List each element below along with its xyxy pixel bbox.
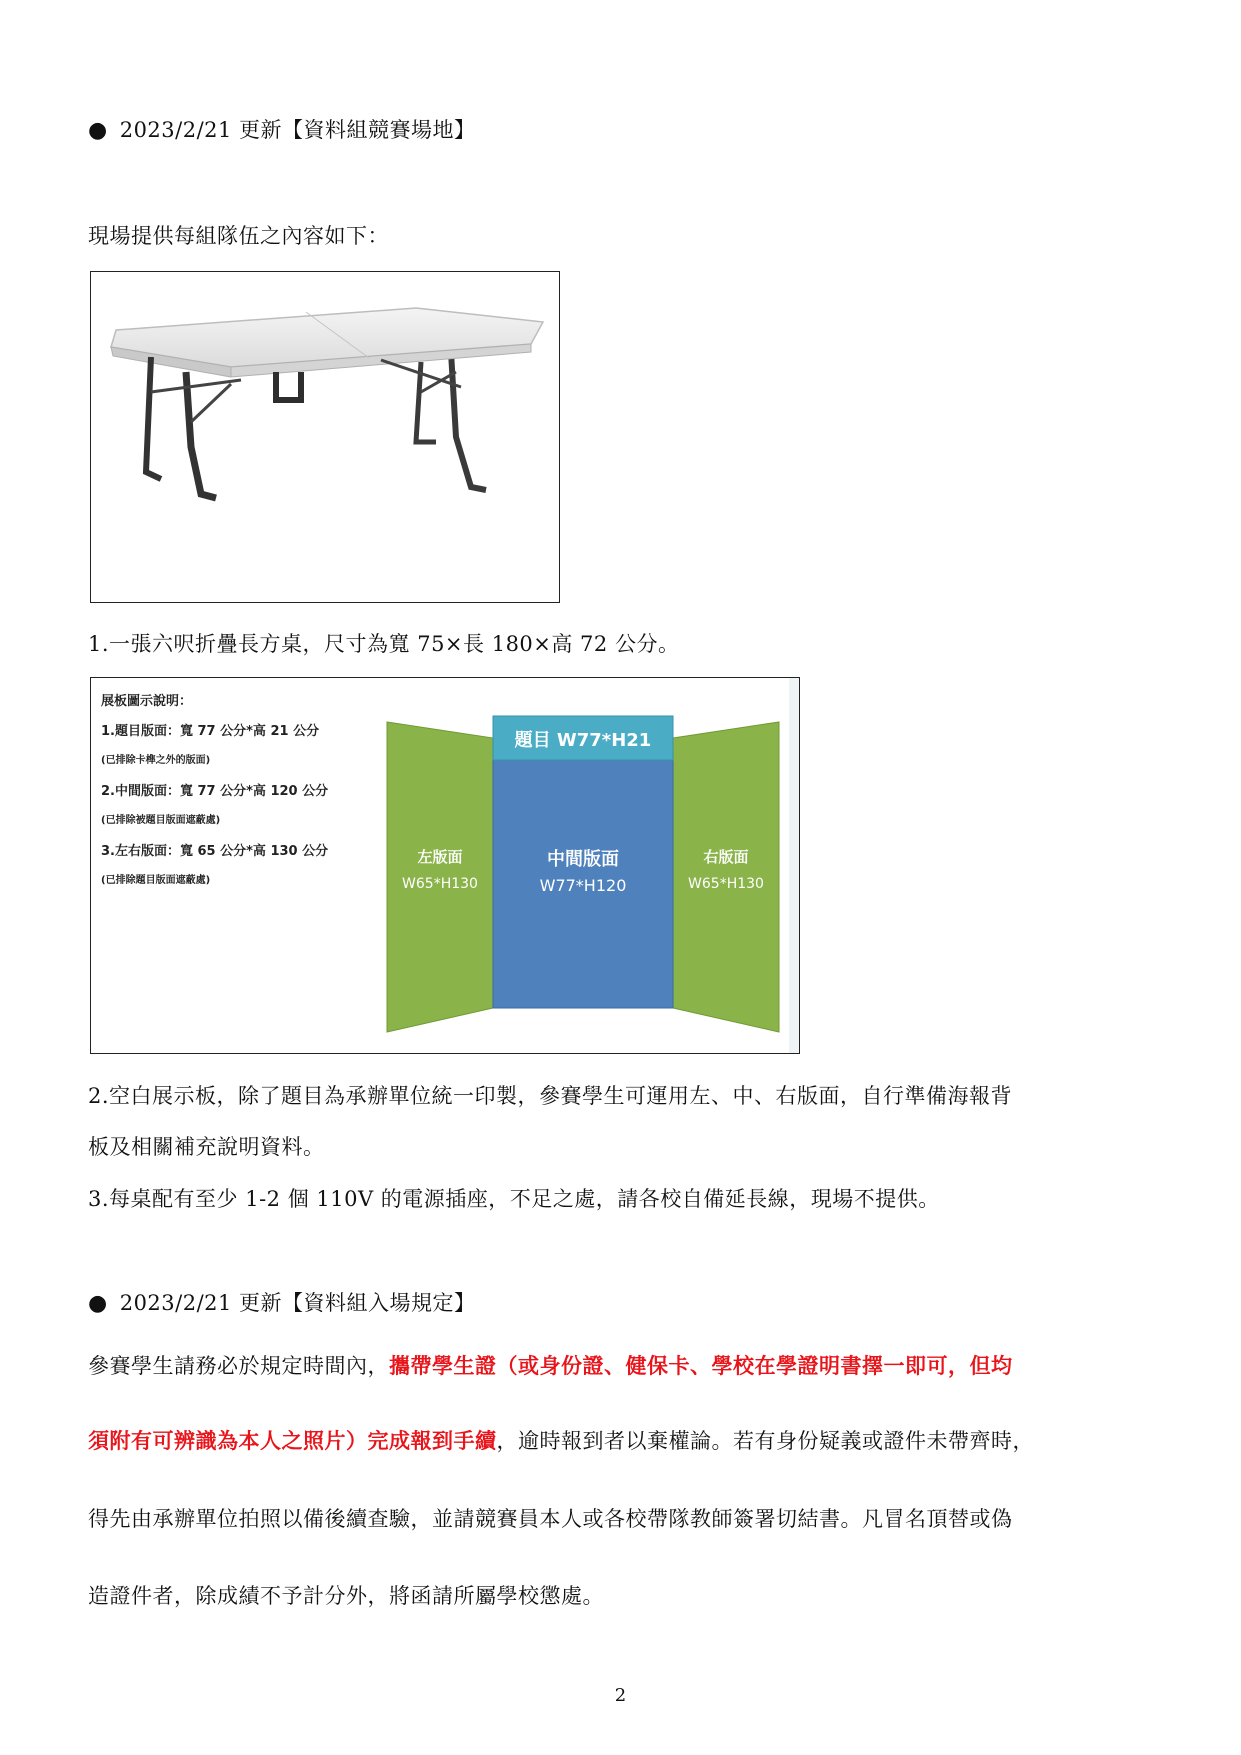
left-panel-name: 左版面 — [417, 848, 463, 866]
rules-line-3: 得先由承辦單位拍照以備後續查驗，並請競賽員本人或各校帶隊教師簽署切結書。凡冒名頂替或偽 — [88, 1507, 1013, 1531]
center-panel-name: 中間版面 — [547, 849, 619, 870]
intro-text: 現場提供每組隊伍之內容如下： — [88, 224, 389, 248]
item-3-text: 3.每桌配有至少 1-2 個 110V 的電源插座，不足之處，請各校自備延長線，現場不提供。 — [88, 1187, 940, 1211]
bullet-icon: ● — [88, 118, 108, 143]
display-board-image — [90, 677, 800, 1054]
rules-emphasis: 攜帶學生證（或身份證、健保卡、學校在學證明書擇一即可，但均 — [389, 1353, 1013, 1378]
item-2-line-2: 板及相關補充說明資料。 — [88, 1135, 325, 1159]
legend-item: 2.中間版面：寬 77 公分*高 120 公分 — [101, 784, 329, 799]
legend-title: 展板圖示說明： — [101, 694, 193, 709]
bullet-icon: ● — [88, 1291, 108, 1316]
folding-table-image — [90, 271, 560, 603]
right-panel-name: 右版面 — [703, 848, 749, 866]
legend-item: 3.左右版面：寬 65 公分*高 130 公分 — [101, 844, 329, 859]
center-panel-size: W77*H120 — [539, 876, 627, 895]
section-heading-entry-rules — [88, 1287, 476, 1317]
page-number: 2 — [614, 1685, 627, 1706]
legend-note: (已排除被題目版面遮蔽處) — [101, 815, 221, 826]
rules-text: ，逾時報到者以棄權論。若有身份疑義或證件未帶齊時， — [496, 1429, 1034, 1453]
heading-text: 2023/2/21 更新【資料組入場規定】 — [119, 1291, 476, 1315]
left-panel-size: W65*H130 — [402, 876, 478, 892]
heading-text: 2023/2/21 更新【資料組競賽場地】 — [119, 118, 476, 142]
section-heading-venue — [88, 114, 476, 144]
legend-item: 1.題目版面：寬 77 公分*高 21 公分 — [101, 724, 320, 739]
table-illustration — [91, 272, 559, 602]
rules-line-1 — [88, 1350, 1013, 1380]
rules-text: 參賽學生請務必於規定時間內， — [88, 1354, 389, 1378]
legend-note: (已排除卡榫之外的版面) — [101, 755, 211, 766]
legend-note: (已排除題目版面遮蔽處) — [101, 875, 211, 886]
rules-emphasis: 須附有可辨識為本人之照片）完成報到手續 — [88, 1428, 497, 1453]
item-2-line-1: 2.空白展示板，除了題目為承辦單位統一印製，參賽學生可運用左、中、右版面，自行準備海報背 — [88, 1084, 1013, 1108]
item-1-text: 1.一張六呎折疊長方桌，尺寸為寬 75×長 180×高 72 公分。 — [88, 632, 680, 656]
title-panel-label: 題目 W77*H21 — [514, 730, 652, 751]
rules-line-2 — [88, 1425, 1034, 1455]
right-panel-size: W65*H130 — [688, 876, 764, 892]
rules-line-4: 造證件者，除成績不予計分外，將函請所屬學校懲處。 — [88, 1584, 604, 1608]
